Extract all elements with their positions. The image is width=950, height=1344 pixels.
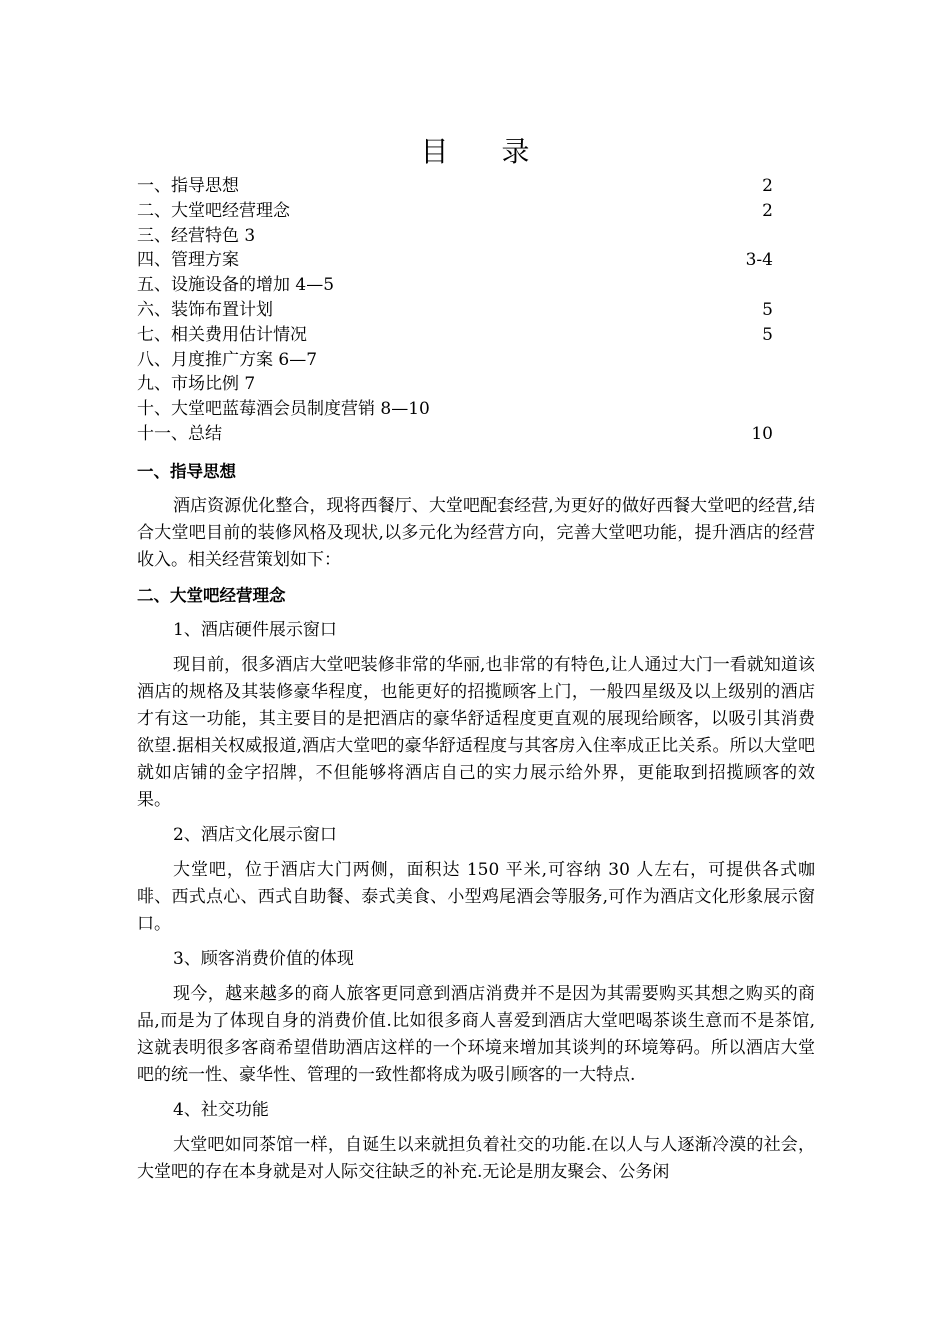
paragraph: 酒店资源优化整合，现将西餐厅、大堂吧配套经营,为更好的做好西餐大堂吧的经营,结合大堂吧目前的装修风格及现状,以多元化为经营方向，完善大堂吧功能，提升酒店的经营收入。相关经营策划如下： <box>137 496 815 570</box>
toc-item <box>137 248 777 273</box>
subheading: 3、顾客消费价值的体现 <box>173 949 354 969</box>
toc-item-label: 二、大堂吧经营理念 <box>137 200 290 221</box>
toc-item <box>137 174 777 199</box>
subheading: 2、酒店文化展示窗口 <box>173 825 337 845</box>
paragraph: 大堂吧，位于酒店大门两侧，面积达 150 平米,可容纳 30 人左右，可提供各式咖啡、西式点心、西式自助餐、泰式美食、小型鸡尾酒会等服务,可作为酒店文化形象展示窗口。 <box>137 860 815 934</box>
toc-item <box>137 397 777 422</box>
toc-item-label: 十、大堂吧蓝莓酒会员制度营销 8—10 <box>137 399 430 420</box>
toc-item-page: 2 <box>762 176 773 196</box>
toc-title: 目 录 <box>420 135 552 168</box>
document-body <box>137 458 815 1194</box>
toc-item <box>137 199 777 224</box>
toc-item-label: 三、经营特色 3 <box>137 225 256 246</box>
toc-item-label: 七、相关费用估计情况 <box>137 324 307 345</box>
toc-item-label: 四、管理方案 <box>137 250 239 271</box>
toc-item-label: 十一、总结 <box>137 423 222 444</box>
toc-item-page: 2 <box>762 200 773 221</box>
toc-item-page: 10 <box>751 423 773 444</box>
section-heading: 二、大堂吧经营理念 <box>137 586 286 605</box>
subheading: 1、酒店硬件展示窗口 <box>173 620 337 640</box>
toc-item <box>137 323 777 348</box>
paragraph: 大堂吧如同茶馆一样，自诞生以来就担负着社交的功能.在以人与人逐渐冷漠的社会，大堂吧的存在本身就是对人际交往缺乏的补充.无论是朋友聚会、公务闲 <box>137 1135 815 1182</box>
toc-item <box>137 348 777 373</box>
subheading: 4、社交功能 <box>173 1100 269 1120</box>
toc-item-label: 六、装饰布置计划 <box>137 299 273 320</box>
section-heading: 一、指导思想 <box>137 462 236 481</box>
toc-item <box>137 298 777 323</box>
toc-item-label: 一、指导思想 <box>137 176 239 196</box>
toc-item <box>137 273 777 298</box>
toc-item-page: 3-4 <box>745 250 773 271</box>
toc-item-page: 5 <box>762 299 773 320</box>
paragraph: 现今，越来越多的商人旅客更同意到酒店消费并不是因为其需要购买其想之购买的商品,而是为了体现自身的消费价值.比如很多商人喜爱到酒店大堂吧喝茶谈生意而不是茶馆,这就表明很多客商希望借助酒店这样的一个环境来增加其谈判的环境筹码。所以酒店大堂吧的统一性、豪华性、管理的一致性都将成为吸引顾客的一大特点. <box>137 984 815 1085</box>
toc-item <box>137 224 777 249</box>
toc-item <box>137 422 777 447</box>
toc-item-label: 五、设施设备的增加 4—5 <box>137 275 335 296</box>
toc-item-label: 九、市场比例 7 <box>137 374 256 395</box>
toc-item-label: 八、月度推广方案 6—7 <box>137 349 318 370</box>
toc-item-page: 5 <box>762 324 773 345</box>
table-of-contents <box>137 174 777 447</box>
paragraph: 现目前，很多酒店大堂吧装修非常的华丽,也非常的有特色,让人通过大门一看就知道该酒店的规格及其装修豪华程度，也能更好的招揽顾客上门，一般四星级及以上级别的酒店才有这一功能，其主要目的是把酒店的豪华舒适程度更直观的展现给顾客，以吸引其消费欲望.据相关权威报道,酒店大堂吧的豪华舒适程度与其客房入住率成正比关系。所以大堂吧就如店铺的金字招牌，不但能够将酒店自己的实力展示给外界，更能取到招揽顾客的效果。 <box>137 655 815 810</box>
toc-item <box>137 372 777 397</box>
